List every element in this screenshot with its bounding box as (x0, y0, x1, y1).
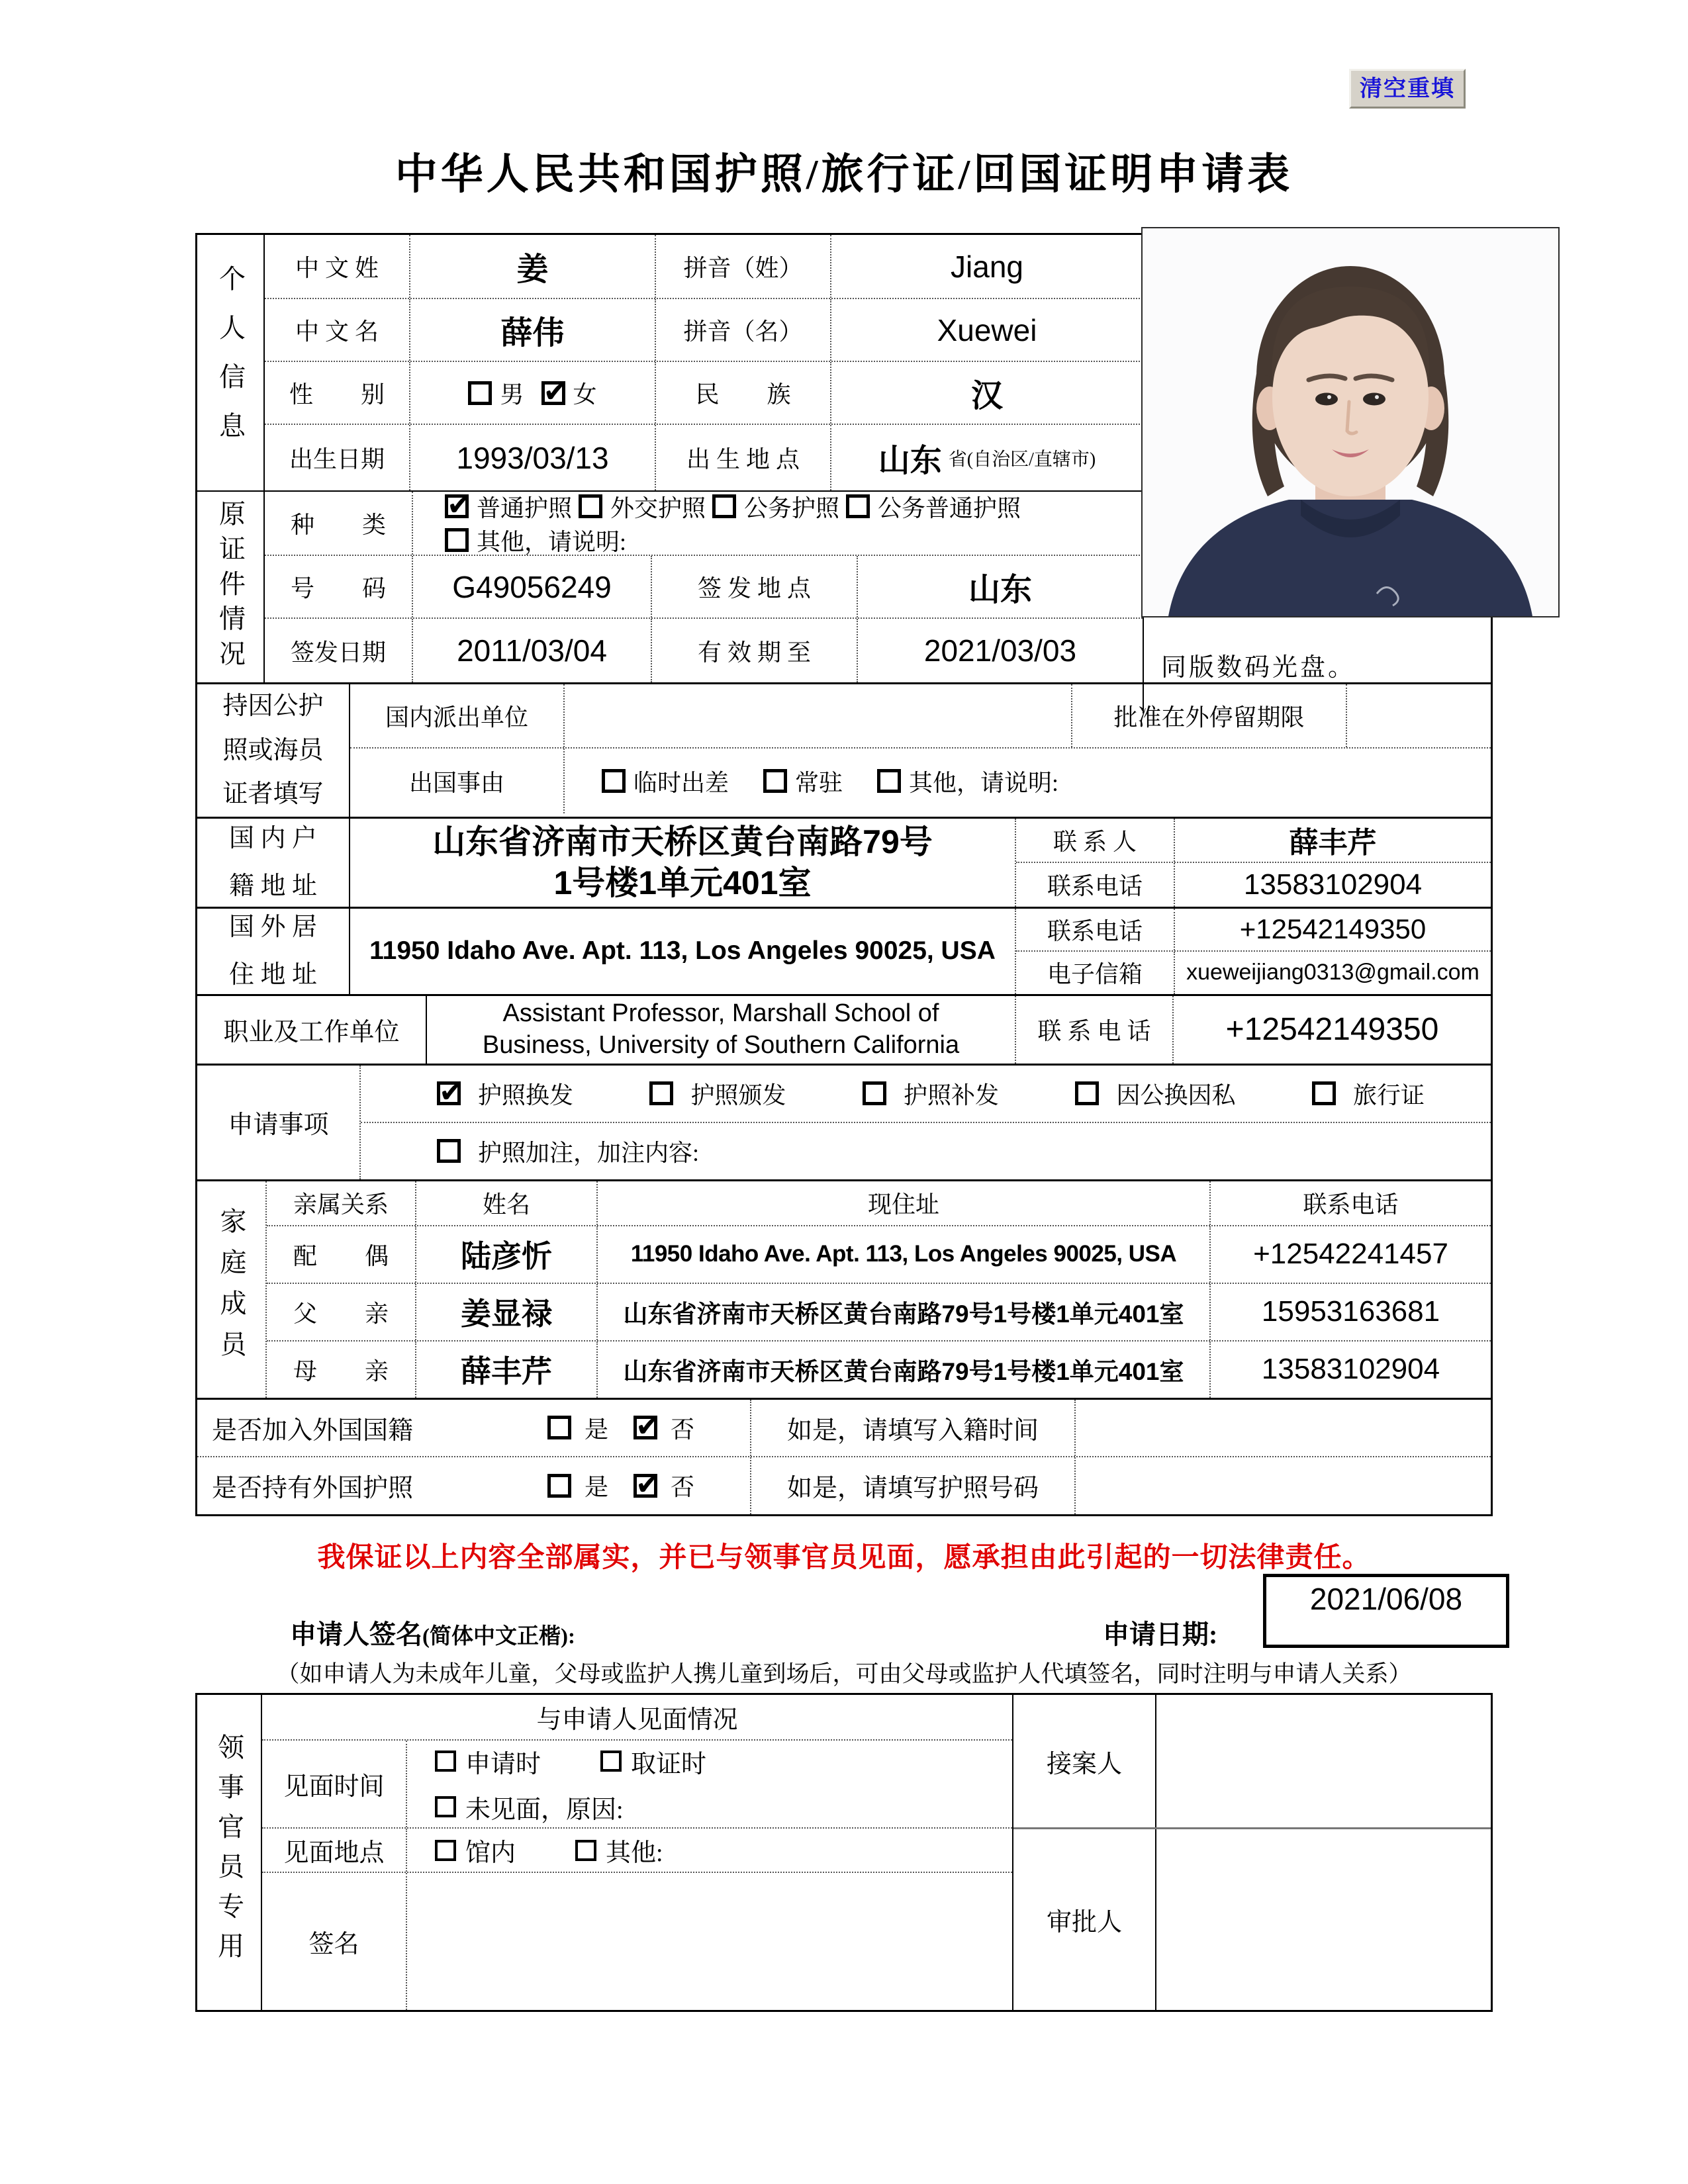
passport-no-checkbox[interactable] (633, 1474, 657, 1498)
occupation-line1: Assistant Professor, Marshall School of (502, 999, 939, 1027)
overseas-address-label (197, 909, 350, 994)
document-number-row (265, 555, 1143, 617)
type-ordinary-option (445, 490, 572, 523)
gender-label: 性 别 (289, 381, 385, 408)
reason-other-option (877, 764, 1058, 798)
not-met-option (435, 1789, 624, 1825)
minor-signature-note: （如申请人为未成年儿童，父母或监护人携儿童到场后，可由父母或监护人代填签名，同时注明与申请人关系） (276, 1661, 1412, 1687)
birth-date-value[interactable]: 1993/03/13 (409, 425, 655, 490)
meet-at-collection-checkbox[interactable] (600, 1751, 622, 1772)
original-document-section (197, 490, 1143, 682)
form-title: 中华人民共和国护照/旅行证/回国证明申请表 (395, 151, 1293, 198)
in-consulate-label: 馆内 (465, 1839, 516, 1867)
official-passport-section-label (197, 684, 350, 817)
spouse-address[interactable]: 11950 Idaho Ave. Apt. 113, Los Angeles 90025, USA (596, 1226, 1209, 1283)
nationality-no-checkbox[interactable] (633, 1416, 657, 1439)
given-name-value[interactable]: 薛伟 (409, 299, 655, 361)
reason-other-label: 其他，请说明: (909, 769, 1059, 796)
pinyin-surname-label: 拼音（姓） (655, 235, 830, 298)
father-relation: 父 亲 (293, 1300, 389, 1327)
surname-row (265, 235, 1143, 298)
type-diplomatic-label: 外交护照 (610, 494, 706, 522)
passport-yes-checkbox[interactable] (547, 1474, 571, 1498)
approver-block (1013, 1827, 1491, 2010)
app-reissue-option (863, 1077, 999, 1111)
meeting-time-label: 见面时间 (283, 1773, 385, 1801)
birth-row (265, 424, 1143, 490)
type-other-label: 其他，请说明: (477, 528, 627, 555)
birth-place-value: 山东 (878, 443, 942, 478)
app-renewal-option (437, 1077, 573, 1111)
occupation-phone-text: +12542149350 (1225, 1012, 1439, 1047)
official-label-line2: 照或海员 (222, 736, 324, 764)
type-service-ordinary-checkbox[interactable] (846, 494, 870, 518)
family-header-phone: 联系电话 (1209, 1181, 1491, 1225)
dispatch-unit-value[interactable] (563, 684, 1071, 747)
official-label-line3: 证者填写 (222, 780, 324, 808)
reason-business-label: 临时出差 (633, 769, 729, 796)
occupation-phone-value[interactable] (1172, 996, 1491, 1064)
father-name[interactable]: 姜显禄 (415, 1284, 596, 1340)
family-members-section (197, 1179, 1491, 1398)
foreign-passport-options (492, 1457, 750, 1514)
foreign-passport-label: 是否持有外国护照 (212, 1475, 414, 1502)
domestic-address-line1: 山东省济南市天桥区黄台南路79号 (432, 823, 933, 860)
passport-no-label: 否 (671, 1474, 695, 1500)
application-date-label: 申请日期: (1103, 1619, 1218, 1649)
domestic-phone-value[interactable]: 13583102904 (1174, 863, 1491, 907)
in-consulate-option (435, 1832, 516, 1868)
clear-and-refill-button[interactable]: 清空重填 (1349, 69, 1466, 109)
spouse-name[interactable]: 陆彦忻 (415, 1226, 596, 1283)
overseas-address-value[interactable] (350, 909, 1015, 994)
officer-signature-row (262, 1872, 1012, 2010)
expiry-date-value[interactable]: 2021/03/03 (857, 619, 1143, 682)
meeting-place-row (262, 1827, 1012, 1872)
meeting-place-label: 见面地点 (283, 1839, 385, 1867)
type-other-option (445, 523, 626, 557)
consular-officer-section (195, 1693, 1493, 2012)
naturalization-time-value[interactable] (1074, 1400, 1491, 1456)
application-items-section (197, 1064, 1491, 1179)
mother-address[interactable]: 山东省济南市天桥区黄台南路79号1号楼1单元401室 (596, 1342, 1209, 1398)
domestic-contact-value[interactable]: 薛丰芹 (1174, 819, 1491, 862)
type-other-checkbox[interactable] (445, 528, 469, 552)
app-issuance-label: 护照颁发 (690, 1081, 786, 1109)
travel-reason-options (563, 749, 1491, 813)
domestic-phone-row (1016, 862, 1491, 907)
type-ordinary-checkbox[interactable] (445, 494, 469, 518)
overseas-phone-row (1016, 909, 1491, 951)
application-date-value: 2021/06/08 (1309, 1582, 1463, 1616)
reason-business-checkbox[interactable] (602, 769, 626, 793)
domestic-address-label (197, 819, 350, 907)
in-consulate-checkbox[interactable] (435, 1840, 456, 1861)
ethnic-value[interactable]: 汉 (830, 362, 1143, 424)
mother-name[interactable]: 薛丰芹 (415, 1342, 596, 1398)
gender-female-option (541, 376, 597, 410)
occupation-label: 职业及工作单位 (223, 1019, 400, 1046)
overseas-email-value[interactable]: xueweijiang0313@gmail.com (1174, 952, 1491, 994)
app-endorsement-label: 护照加注，加注内容: (478, 1139, 700, 1166)
overseas-label-line1: 国 外 居 (228, 913, 317, 941)
meet-at-application-checkbox[interactable] (435, 1751, 456, 1772)
overseas-email-row (1016, 950, 1491, 994)
application-note-row (361, 1122, 1491, 1179)
domestic-contact-label: 联 系 人 (1053, 828, 1137, 855)
officer-signature-label: 签名 (308, 1931, 359, 1958)
personal-info-section-label: 个人信息 (197, 235, 265, 490)
meeting-place-options (406, 1829, 1012, 1872)
family-header-row (267, 1181, 1491, 1225)
overseas-address-line: 11950 Idaho Ave. Apt. 113, Los Angeles 90025, USA (369, 936, 996, 965)
nationality-no-option (633, 1411, 694, 1445)
given-name-label: 中 文 名 (295, 318, 379, 345)
domestic-label-line2: 籍 地 址 (228, 872, 317, 900)
not-met-label: 未见面，原因: (465, 1796, 624, 1824)
father-address[interactable]: 山东省济南市天桥区黄台南路79号1号楼1单元401室 (596, 1284, 1209, 1340)
approver-value[interactable] (1155, 1829, 1491, 2010)
gender-male-option (468, 376, 524, 410)
mother-relation: 母 亲 (293, 1357, 389, 1385)
passport-no-option (633, 1469, 694, 1502)
photo-instruction-text: 同版数码光盘。 (1161, 654, 1356, 682)
stay-period-label: 批准在外停留期限 (1071, 684, 1346, 747)
app-official-to-private-checkbox[interactable] (1075, 1081, 1099, 1105)
signature-label-suffix: (简体中文正楷): (422, 1625, 575, 1649)
type-service-ordinary-label: 公务普通护照 (878, 494, 1021, 522)
application-options-row (361, 1066, 1491, 1122)
naturalization-time-hint: 如是，请填写入籍时间 (750, 1400, 1074, 1456)
reason-resident-option (763, 764, 843, 798)
personal-info-section (197, 235, 1143, 490)
domestic-contact-row (1016, 819, 1491, 862)
given-name-row (265, 298, 1143, 361)
overseas-email-label: 电子信箱 (1047, 961, 1143, 988)
travel-reason-label: 出国事由 (408, 769, 504, 796)
surname-value[interactable]: 姜 (409, 235, 655, 298)
applicant-photo (1141, 227, 1560, 617)
type-diplomatic-checkbox[interactable] (579, 494, 602, 518)
app-issuance-checkbox[interactable] (649, 1081, 673, 1105)
app-endorsement-option (437, 1134, 699, 1168)
occupation-line2: Business, University of Southern California (482, 1030, 960, 1059)
reason-resident-label: 常驻 (795, 769, 843, 796)
birth-place-cell[interactable] (830, 425, 1143, 490)
foreign-nationality-question-row (197, 1398, 1491, 1456)
case-receiver-label: 接案人 (1046, 1750, 1122, 1778)
domestic-address-line2: 1号楼1单元401室 (553, 864, 812, 901)
meet-at-collection-option (600, 1743, 706, 1780)
gender-male-label: 男 (500, 381, 524, 408)
app-travel-permit-label: 旅行证 (1352, 1081, 1425, 1109)
dispatch-unit-label: 国内派出单位 (385, 704, 528, 731)
app-official-to-private-label: 因公换因私 (1116, 1081, 1236, 1109)
occupation-phone-label: 联 系 电 话 (1015, 996, 1172, 1064)
app-reissue-label: 护照补发 (903, 1081, 999, 1109)
foreign-passport-number-hint: 如是，请填写护照号码 (750, 1457, 1074, 1514)
case-receiver-block (1013, 1695, 1491, 1827)
family-header-address: 现住址 (596, 1181, 1209, 1225)
father-phone[interactable]: 15953163681 (1209, 1284, 1491, 1340)
app-renewal-checkbox[interactable] (437, 1081, 461, 1105)
app-issuance-option (649, 1077, 786, 1111)
spouse-relation: 配 偶 (293, 1242, 389, 1269)
type-ordinary-label: 普通护照 (477, 494, 573, 522)
other-place-label: 其他: (606, 1839, 663, 1867)
overseas-phone-value[interactable]: +12542149350 (1174, 909, 1491, 951)
family-row-mother (267, 1340, 1491, 1398)
family-header-name: 姓名 (415, 1181, 596, 1225)
nationality-no-label: 否 (671, 1416, 695, 1443)
reason-other-checkbox[interactable] (877, 769, 901, 793)
approver-label: 审批人 (1046, 1909, 1122, 1936)
application-date-box[interactable] (1263, 1574, 1509, 1648)
nationality-yes-checkbox[interactable] (547, 1416, 571, 1439)
domestic-contact-block (1015, 819, 1491, 907)
gender-options (409, 362, 655, 424)
foreign-passport-question-row (197, 1456, 1491, 1514)
signature-label-main: 申请人签名 (290, 1619, 422, 1649)
type-service-label: 公务护照 (744, 494, 840, 522)
family-section-label: 家庭成员 (197, 1181, 267, 1398)
meeting-time-options (406, 1741, 1012, 1827)
nationality-yes-option (547, 1411, 608, 1445)
declaration-text: 我保证以上内容全部属实，并已与领事官员见面，愿承担由此引起的一切法律责任。 (317, 1543, 1371, 1573)
officer-signature-value[interactable] (406, 1873, 1012, 2010)
document-dates-row (265, 617, 1143, 682)
family-row-spouse (267, 1225, 1491, 1283)
reason-resident-checkbox[interactable] (763, 769, 787, 793)
foreign-nationality-label: 是否加入外国国籍 (212, 1416, 414, 1445)
overseas-label-line2: 住 地 址 (228, 961, 317, 989)
issue-place-value[interactable]: 山东 (857, 556, 1143, 617)
family-header-relation: 亲属关系 (293, 1191, 389, 1218)
gender-female-label: 女 (573, 381, 597, 408)
birth-place-label: 出 生 地 点 (655, 425, 830, 490)
occupation-section (197, 994, 1491, 1064)
family-row-father (267, 1283, 1491, 1340)
consular-section-label: 领事官员专用 (197, 1695, 262, 2010)
passport-yes-option (547, 1469, 608, 1502)
birth-place-suffix: 省(自治区/直辖市) (948, 449, 1096, 470)
app-reissue-checkbox[interactable] (863, 1081, 886, 1105)
pinyin-surname-value[interactable]: Jiang (830, 235, 1143, 298)
type-service-ordinary-option (846, 490, 1021, 523)
issue-date-value[interactable]: 2011/03/04 (412, 619, 651, 682)
original-document-section-label: 原证件情况 (197, 492, 265, 682)
application-form-table (195, 233, 1493, 1516)
official-label-line1: 持因公护 (222, 692, 324, 720)
portrait-illustration (1143, 228, 1558, 616)
mother-phone[interactable]: 13583102904 (1209, 1342, 1491, 1398)
gender-female-checkbox[interactable] (541, 381, 565, 405)
case-receiver-value[interactable] (1155, 1695, 1491, 1827)
pinyin-given-value[interactable]: Xuewei (830, 299, 1143, 361)
applicant-signature-label (290, 1614, 575, 1651)
document-number-label: 号 码 (290, 575, 386, 602)
foreign-nationality-options (492, 1400, 750, 1456)
nationality-yes-label: 是 (584, 1416, 608, 1443)
other-place-option (575, 1832, 663, 1868)
foreign-passport-number-value[interactable] (1074, 1457, 1491, 1514)
app-travel-permit-checkbox[interactable] (1312, 1081, 1336, 1105)
domestic-address-value[interactable] (350, 819, 1015, 907)
app-official-to-private-option (1075, 1077, 1235, 1111)
app-travel-permit-option (1312, 1077, 1425, 1111)
app-endorsement-checkbox[interactable] (437, 1139, 461, 1163)
gender-ethnic-row (265, 361, 1143, 424)
issue-place-label: 签 发 地 点 (651, 556, 857, 617)
overseas-address-section (197, 907, 1491, 994)
meet-at-application-label: 申请时 (465, 1750, 541, 1778)
not-met-checkbox[interactable] (435, 1796, 456, 1817)
meeting-time-row (262, 1739, 1012, 1827)
type-diplomatic-option (579, 490, 706, 523)
meet-at-application-option (435, 1743, 541, 1780)
overseas-contact-block (1015, 909, 1491, 994)
occupation-value[interactable] (426, 996, 1015, 1064)
pinyin-given-label: 拼音（名） (655, 299, 830, 361)
app-renewal-label: 护照换发 (478, 1081, 574, 1109)
travel-reason-row (350, 747, 1491, 813)
reason-business-option (602, 764, 729, 798)
ethnic-label: 民 族 (655, 362, 830, 424)
type-service-option (712, 490, 839, 523)
meeting-status-header: 与申请人见面情况 (536, 1706, 738, 1734)
document-type-row (265, 492, 1143, 555)
application-items-label: 申请事项 (228, 1111, 329, 1139)
top-block (197, 235, 1491, 682)
gender-male-checkbox[interactable] (468, 381, 492, 405)
surname-label: 中 文 姓 (295, 255, 379, 281)
document-type-label: 种 类 (290, 512, 386, 538)
domestic-phone-label: 联系电话 (1047, 873, 1143, 900)
other-place-checkbox[interactable] (575, 1840, 596, 1861)
type-service-checkbox[interactable] (712, 494, 736, 518)
domestic-address-section (197, 817, 1491, 907)
meet-at-collection-label: 取证时 (631, 1750, 707, 1778)
document-number-value[interactable]: G49056249 (412, 556, 651, 617)
document-type-options (412, 492, 1143, 555)
expiry-date-label: 有 效 期 至 (651, 619, 857, 682)
overseas-phone-label: 联系电话 (1047, 917, 1143, 944)
spouse-phone[interactable]: +12542241457 (1209, 1226, 1491, 1283)
issue-date-label: 签发日期 (290, 639, 386, 666)
domestic-label-line1: 国 内 户 (228, 824, 317, 852)
birth-date-label: 出生日期 (289, 446, 385, 473)
passport-yes-label: 是 (584, 1474, 608, 1500)
